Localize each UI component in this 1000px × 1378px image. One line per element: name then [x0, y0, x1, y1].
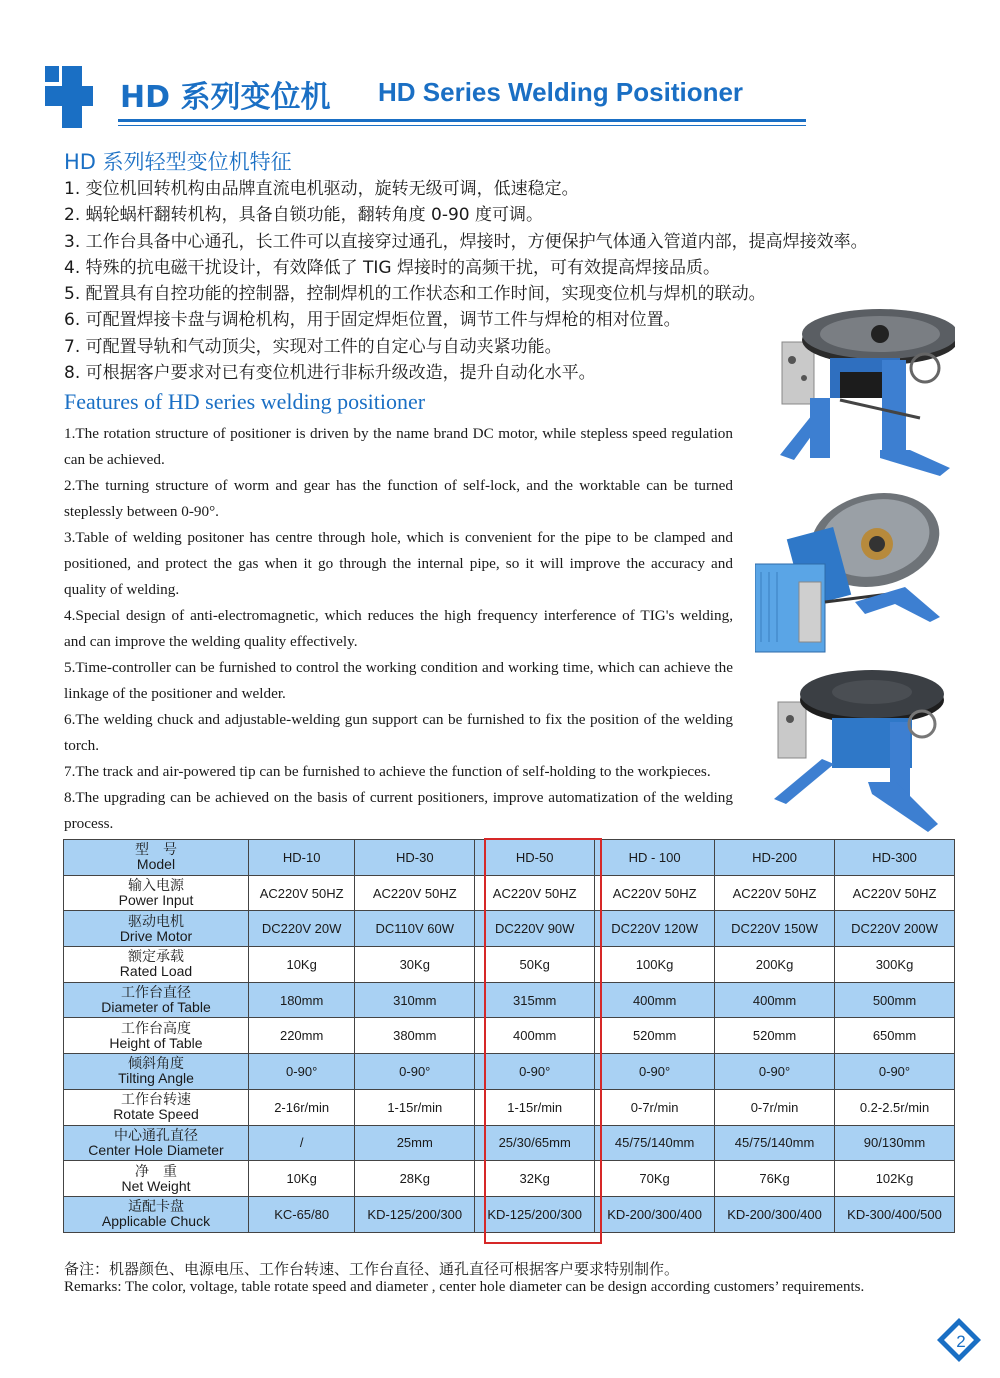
spec-cell: 380mm	[355, 1018, 475, 1054]
page-title-cn: HD 系列变位机	[120, 80, 331, 115]
spec-row	[64, 947, 955, 983]
spec-cell: KC-65/80	[249, 1196, 355, 1232]
spec-cell: 400mm	[595, 982, 715, 1018]
spec-cell: DC220V 120W	[595, 911, 715, 947]
title-divider	[118, 119, 806, 122]
spec-label-cn: 净 重	[135, 1162, 177, 1179]
spec-label-cn: 额定承载	[128, 948, 184, 965]
spec-cell: 0-90°	[595, 1054, 715, 1090]
spec-cell: 520mm	[715, 1018, 835, 1054]
spec-row-label	[64, 947, 249, 983]
spec-cell: HD-30	[355, 840, 475, 876]
spec-cell: 25/30/65mm	[475, 1125, 595, 1161]
spec-table	[63, 839, 955, 1233]
spec-cell: 0.2-2.5r/min	[835, 1089, 955, 1125]
spec-cell: KD-125/200/300	[475, 1196, 595, 1232]
spec-cell: 520mm	[595, 1018, 715, 1054]
spec-cell: /	[249, 1125, 355, 1161]
spec-cell: 310mm	[355, 982, 475, 1018]
brand-logo	[45, 66, 93, 128]
spec-cell: 0-90°	[249, 1054, 355, 1090]
spec-row-label	[64, 840, 249, 876]
feature-en-item: 7.The track and air-powered tip can be furnished to achieve the function of self-holding to the workpieces.	[64, 763, 711, 780]
spec-cell: 102Kg	[835, 1161, 955, 1197]
spec-cell: HD-10	[249, 840, 355, 876]
spec-label-en: Net Weight	[121, 1177, 191, 1194]
spec-cell: 1-15r/min	[475, 1089, 595, 1125]
spec-cell: DC220V 200W	[835, 911, 955, 947]
feature-cn-item: 2. 蜗轮蜗杆翻转机构，具备自锁功能，翻转角度 0-90 度可调。	[64, 205, 544, 226]
positioner-photo-3	[772, 664, 952, 839]
positioner-photo-1	[770, 300, 955, 480]
spec-cell: KD-200/300/400	[715, 1196, 835, 1232]
spec-row	[64, 1196, 955, 1232]
feature-cn-item: 8. 可根据客户要求对已有变位机进行非标升级改造，提升自动化水平。	[64, 363, 596, 384]
spec-row-label	[64, 1054, 249, 1090]
spec-row	[64, 1018, 955, 1054]
spec-cell: DC220V 150W	[715, 911, 835, 947]
spec-label-en: Model	[136, 856, 176, 873]
spec-cell: HD-50	[475, 840, 595, 876]
spec-label-cn: 中心通孔直径	[114, 1126, 198, 1143]
spec-label-en: Height of Table	[109, 1034, 203, 1051]
spec-row	[64, 982, 955, 1018]
spec-cell: 400mm	[475, 1018, 595, 1054]
spec-cell: AC220V 50HZ	[835, 875, 955, 911]
feature-en-item: 6.The welding chuck and adjustable-welding gun support can be furnished to fix the position of the welding torch.	[64, 711, 733, 754]
spec-cell: 100Kg	[595, 947, 715, 983]
spec-cell: 10Kg	[249, 1161, 355, 1197]
spec-row-label	[64, 1161, 249, 1197]
spec-cell: 200Kg	[715, 947, 835, 983]
spec-label-cn: 工作台高度	[121, 1019, 191, 1036]
spec-label-en: Center Hole Diameter	[88, 1141, 224, 1158]
spec-label-en: Diameter of Table	[101, 999, 211, 1016]
spec-label-cn: 驱动电机	[128, 912, 184, 929]
spec-cell: 70Kg	[595, 1161, 715, 1197]
feature-en-item: 4.Special design of anti-electromagnetic, which reduces the high frequency interference of TIG's welding, and can improve the welding quality effectively.	[64, 607, 733, 650]
feature-cn-item: 1. 变位机回转机构由品牌直流电机驱动，旋转无级可调，低速稳定。	[64, 179, 579, 199]
spec-cell: 45/75/140mm	[595, 1125, 715, 1161]
spec-label-cn: 工作台直径	[121, 984, 191, 1001]
spec-cell: HD - 100	[595, 840, 715, 876]
spec-cell: KD-200/300/400	[595, 1196, 715, 1232]
spec-row	[64, 875, 955, 911]
spec-cell: 500mm	[835, 982, 955, 1018]
spec-label-cn: 倾斜角度	[128, 1055, 184, 1072]
positioner-photo-2	[755, 492, 945, 662]
spec-cell: HD-200	[715, 840, 835, 876]
spec-cell: 10Kg	[249, 947, 355, 983]
remarks-cn: 备注：机器颜色、电源电压、工作台转速、工作台直径、通孔直径可根据客户要求特别制作。	[64, 1260, 680, 1278]
spec-cell: 0-7r/min	[715, 1089, 835, 1125]
spec-row	[64, 1161, 955, 1197]
features-list-en	[64, 421, 733, 837]
spec-cell: 0-90°	[355, 1054, 475, 1090]
spec-cell: 1-15r/min	[355, 1089, 475, 1125]
spec-row-label	[64, 875, 249, 911]
spec-cell: 315mm	[475, 982, 595, 1018]
spec-label-cn: 工作台转速	[121, 1091, 191, 1108]
feature-en-item: 2.The turning structure of worm and gear has the function of self-lock, and the worktable can be turned steplessly between 0-90°.	[64, 477, 733, 520]
spec-label-en: Drive Motor	[119, 927, 193, 944]
spec-label-cn: 输入电源	[128, 877, 184, 894]
spec-label-en: Applicable Chuck	[101, 1213, 211, 1230]
feature-cn-item: 7. 可配置导轨和气动顶尖，实现对工件的自定心与自动夹紧功能。	[64, 336, 562, 357]
spec-cell: AC220V 50HZ	[475, 875, 595, 911]
spec-cell: 180mm	[249, 982, 355, 1018]
spec-row-label	[64, 1125, 249, 1161]
feature-cn-item: 3. 工作台具备中心通孔，长工件可以直接穿过通孔，焊接时，方便保护气体通入管道内部，提高焊接效率。	[64, 231, 868, 252]
spec-cell: DC220V 90W	[475, 911, 595, 947]
spec-cell: 32Kg	[475, 1161, 595, 1197]
page-number-badge	[935, 1316, 983, 1364]
spec-label-en: Tilting Angle	[118, 1070, 194, 1087]
feature-cn-item: 6. 可配置焊接卡盘与调枪机构，用于固定焊炬位置，调节工件与焊枪的相对位置。	[64, 310, 681, 331]
spec-cell: 0-90°	[715, 1054, 835, 1090]
spec-cell: HD-300	[835, 840, 955, 876]
feature-cn-item: 5. 配置具有自控功能的控制器，控制焊机的工作状态和工作时间，实现变位机与焊机的联动。	[64, 284, 766, 305]
spec-cell: 76Kg	[715, 1161, 835, 1197]
spec-cell: 300Kg	[835, 947, 955, 983]
spec-cell: DC110V 60W	[355, 911, 475, 947]
spec-label-en: Rotate Speed	[113, 1106, 199, 1123]
features-heading-en: Features of HD series welding positioner	[64, 389, 426, 414]
spec-cell: 25mm	[355, 1125, 475, 1161]
spec-row-label	[64, 1196, 249, 1232]
spec-label-cn: 适配卡盘	[128, 1198, 184, 1215]
feature-cn-item: 4. 特殊的抗电磁干扰设计，有效降低了 TIG 焊接时的高频干扰，可有效提高焊接品质。	[64, 257, 721, 278]
spec-cell: 0-90°	[475, 1054, 595, 1090]
remarks-en: Remarks: The color, voltage, table rotate speed and diameter , center hole diameter can be design according customers’ requirements.	[64, 1279, 865, 1295]
spec-row-label	[64, 982, 249, 1018]
feature-en-item: 5.Time-controller can be furnished to control the working condition and working time, which can achieve the linkage of the positioner and welder.	[64, 659, 733, 702]
spec-cell: 400mm	[715, 982, 835, 1018]
spec-row	[64, 840, 955, 876]
spec-cell: 30Kg	[355, 947, 475, 983]
title-divider-thin	[118, 125, 806, 126]
spec-row	[64, 1054, 955, 1090]
spec-label-en: Power Input	[118, 892, 194, 909]
spec-cell: DC220V 20W	[249, 911, 355, 947]
spec-row	[64, 1125, 955, 1161]
spec-cell: AC220V 50HZ	[715, 875, 835, 911]
spec-cell: KD-300/400/500	[835, 1196, 955, 1232]
spec-cell: AC220V 50HZ	[249, 875, 355, 911]
feature-en-item: 1.The rotation structure of positioner is driven by the name brand DC motor, while stepless speed regulation can be achieved.	[64, 425, 733, 468]
spec-cell: AC220V 50HZ	[595, 875, 715, 911]
spec-label-en: Rated Load	[119, 963, 193, 980]
spec-cell: 45/75/140mm	[715, 1125, 835, 1161]
spec-row	[64, 911, 955, 947]
spec-row	[64, 1089, 955, 1125]
spec-cell: 90/130mm	[835, 1125, 955, 1161]
spec-cell: 28Kg	[355, 1161, 475, 1197]
spec-cell: 650mm	[835, 1018, 955, 1054]
spec-cell: 2-16r/min	[249, 1089, 355, 1125]
feature-en-item: 8.The upgrading can be achieved on the basis of current positioners, improve automatization of the welding process.	[64, 789, 733, 832]
page-number: 2	[956, 1332, 966, 1351]
features-heading-cn: HD 系列轻型变位机特征	[64, 150, 292, 174]
spec-cell: 50Kg	[475, 947, 595, 983]
spec-row-label	[64, 1089, 249, 1125]
spec-cell: 220mm	[249, 1018, 355, 1054]
spec-row-label	[64, 1018, 249, 1054]
spec-cell: KD-125/200/300	[355, 1196, 475, 1232]
spec-cell: 0-7r/min	[595, 1089, 715, 1125]
spec-cell: 0-90°	[835, 1054, 955, 1090]
spec-cell: AC220V 50HZ	[355, 875, 475, 911]
page-title-en: HD Series Welding Positioner	[378, 77, 744, 107]
spec-row-label	[64, 911, 249, 947]
spec-label-cn: 型 号	[135, 841, 177, 858]
feature-en-item: 3.Table of welding positoner has centre through hole, which is convenient for the pipe to be clamped and positioned, and protect the gas when it go through the internal pipe, so it will improve the accuracy and quality of welding.	[64, 529, 733, 598]
